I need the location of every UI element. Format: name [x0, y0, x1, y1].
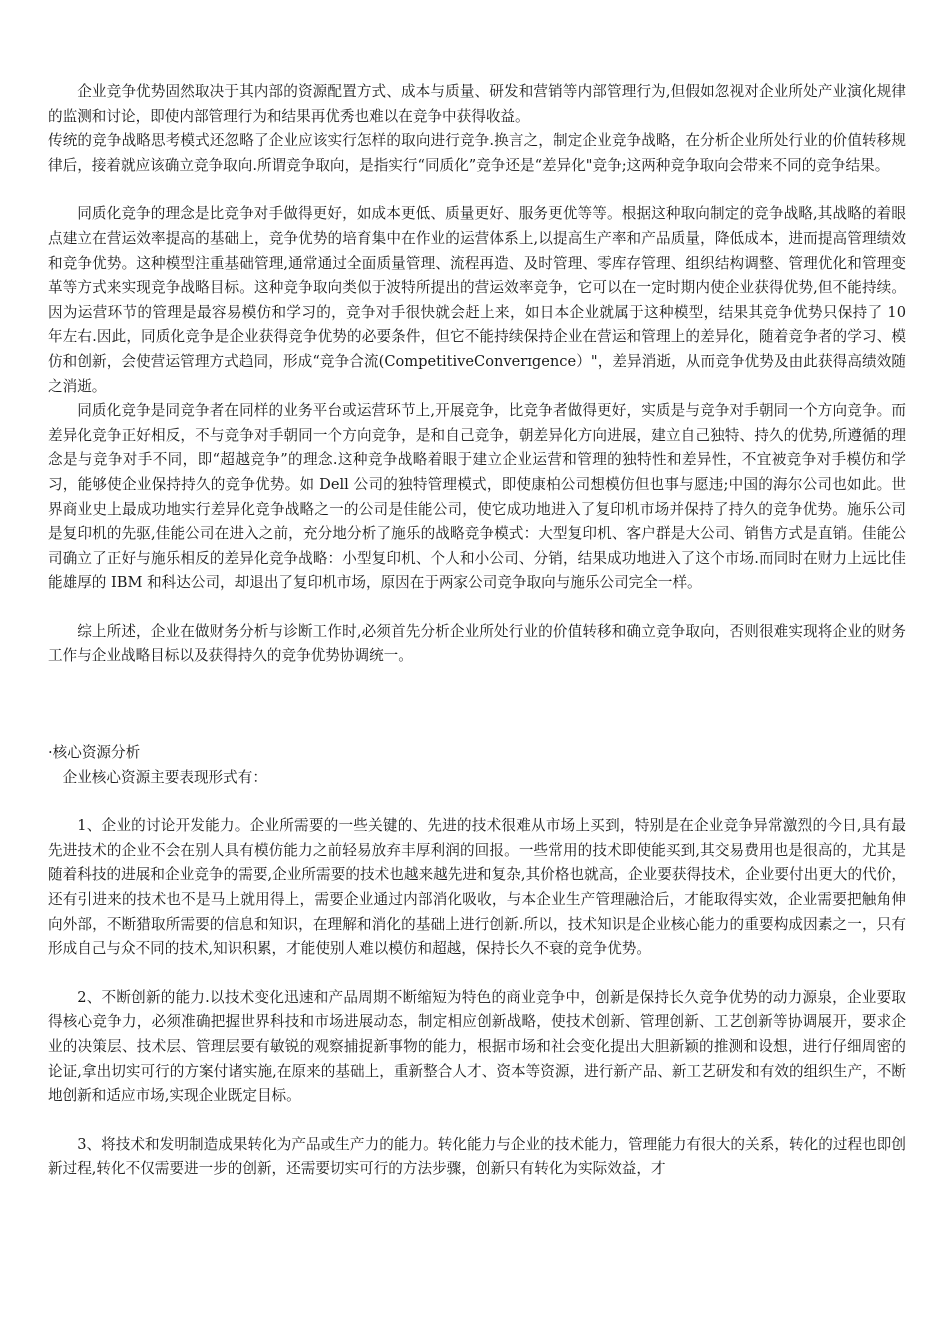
- document-page: [48, 80, 906, 1182]
- section-spacer: [48, 669, 906, 741]
- section-heading: ·核心资源分析: [48, 744, 141, 762]
- paragraph-differentiation-competition: 同质化竞争是同竞争者在同样的业务平台或运营环节上,开展竞争，比竞争者做得更好，实质是与竞争对手朝同一个方向竞争。而差异化竞争正好相反，不与竞争对手朝同一个方向竞争，是和自己竞争，朝差异化方向进展，建立自己独特、持久的优势,所遵循的理念是与竞争对手不同，即“超越竞争”的理念.这种竞争战略着眼于建立企业运营和管理的独特性和差异性，不宜被竞争对手模仿和学习，能够使企业保持持久的竞争优势。如 Dell 公司的独特管理模式，即使康柏公司想模仿但也事与愿违;中国的海尔公司也如此。世界商业史上最成功地实行差异化竞争战略之一的公司是佳能公司，使它成功地进入了复印机市场并保持了持久的竞争优势。施乐公司是复印机的先驱,佳能公司在进入之前，充分地分析了施乐的战略竞争模式：大型复印机、客户群是大公司、销售方式是直销。佳能公司确立了正好与施乐相反的差异化竞争战略：小型复印机、个人和小公司、分销，结果成功地进入了这个市场.而同时在财力上远比佳能雄厚的 IBM 和科达公司，却退出了复印机市场，原因在于两家公司竞争取向与施乐公司完全一样。: [48, 402, 906, 592]
- paragraph-spacer: [48, 596, 906, 620]
- paragraph-spacer: [48, 962, 906, 986]
- paragraph-spacer: [48, 1109, 906, 1133]
- section-intro: 企业核心资源主要表现形式有：: [62, 768, 267, 786]
- list-item-rnd-capability: 1、企业的讨论开发能力。企业所需要的一些关键的、先进的技术很难从市场上买到，特别是在企业竞争异常激烈的今日,具有最先进技术的企业不会在别人具有模仿能力之前轻易放弃丰厚利润的回报。一些常用的技术即使能买到,其交易费用也是很高的，尤其是随着科技的进展和企业竞争的需要,企业所需要的技术也越来越先进和复杂,其价格也就高，企业要获得技术，企业要付出更大的代价，还有引进来的技术也不是马上就用得上，需要企业通过内部消化吸收，与本企业生产管理融洽后，才能取得实效，企业需要把触角伸向外部，不断猎取所需要的信息和知识，在理解和消化的基础上进行创新.所以，技术知识是企业核心能力的重要构成因素之一，只有形成自己与众不同的技术,知识积累，才能使别人难以模仿和超越，保持长久不衰的竞争优势。: [48, 817, 906, 958]
- list-item-conversion-capability: 3、将技术和发明制造成果转化为产品或生产力的能力。转化能力与企业的技术能力，管理能力有很大的关系，转化的过程也即创新过程,转化不仅需要进一步的创新，还需要切实可行的方法步骤，创新只有转化为实际效益，才: [48, 1135, 906, 1178]
- paragraph-intro: 企业竞争优势固然取决于其内部的资源配置方式、成本与质量、研发和营销等内部管理行为,但假如忽视对企业所处产业演化规律的监测和讨论，即使内部管理行为和结果再优秀也难以在竞争中获得收益。: [48, 83, 906, 125]
- list-item-innovation-capability: 2、不断创新的能力.以技术变化迅速和产品周期不断缩短为特色的商业竞争中，创新是保持长久竞争优势的动力源泉，企业要取得核心竞争力，必须准确把握世界科技和市场进展动态，制定相应创新战略，使技术创新、管理创新、工艺创新等协调展开，要求企业的决策层、技术层、管理层要有敏锐的观察捕捉新事物的能力，根据市场和社会变化提出大胆新颖的推测和设想，进行仔细周密的论证,拿出切实可行的方案付诸实施,在原来的基础上，重新整合人才、资本等资源，进行新产品、新工艺研发和有效的组织生产，不断地创新和适应市场,实现企业既定目标。: [48, 988, 906, 1105]
- paragraph-spacer: [48, 178, 906, 202]
- paragraph-summary: 综上所述，企业在做财务分析与诊断工作时,必须首先分析企业所处行业的价值转移和确立竞争取向，否则很难实现将企业的财务工作与企业战略目标以及获得持久的竞争优势协调统一。: [48, 622, 906, 665]
- paragraph-competitive-orientation: 传统的竞争战略思考模式还忽略了企业应该实行怎样的取向进行竞争.换言之，制定企业竞争战略，在分析企业所处行业的价值转移规律后，接着就应该确立竞争取向.所谓竞争取向，是指实行“同质化”竞争还是“差异化"竞争;这两种竞争取向会带来不同的竞争结果。: [48, 132, 906, 174]
- paragraph-spacer: [48, 790, 906, 814]
- paragraph-homogeneous-competition: 同质化竞争的理念是比竞争对手做得更好，如成本更低、质量更好、服务更优等等。根据这种取向制定的竞争战略,其战略的着眼点建立在营运效率提高的基础上，竞争优势的培育集中在作业的运营体系上,以提高生产率和产品质量，降低成本，进而提高管理绩效和竞争优势。这种模型注重基础管理,通常通过全面质量管理、流程再造、及时管理、零库存管理、组织结构调整、管理优化和管理变革等方式来实现竞争战略目标。这种竞争取向类似于波特所提出的营运效率竞争，它可以在一定时期内使企业获得优势,但不能持续。因为运营环节的管理是最容易模仿和学习的，竞争对手很快就会赶上来，如日本企业就属于这种模型，结果其竞争优势只保持了 10 年左右.因此，同质化竞争是企业获得竞争优势的必要条件，但它不能持续保持企业在营运和管理上的差异化，随着竞争者的学习、模仿和创新，会使营运管理方式趋同，形成“竞争合流(CompetitiveConverɪgence）"，差异消逝，从而竞争优势及由此获得高绩效随之消逝。: [48, 205, 906, 395]
